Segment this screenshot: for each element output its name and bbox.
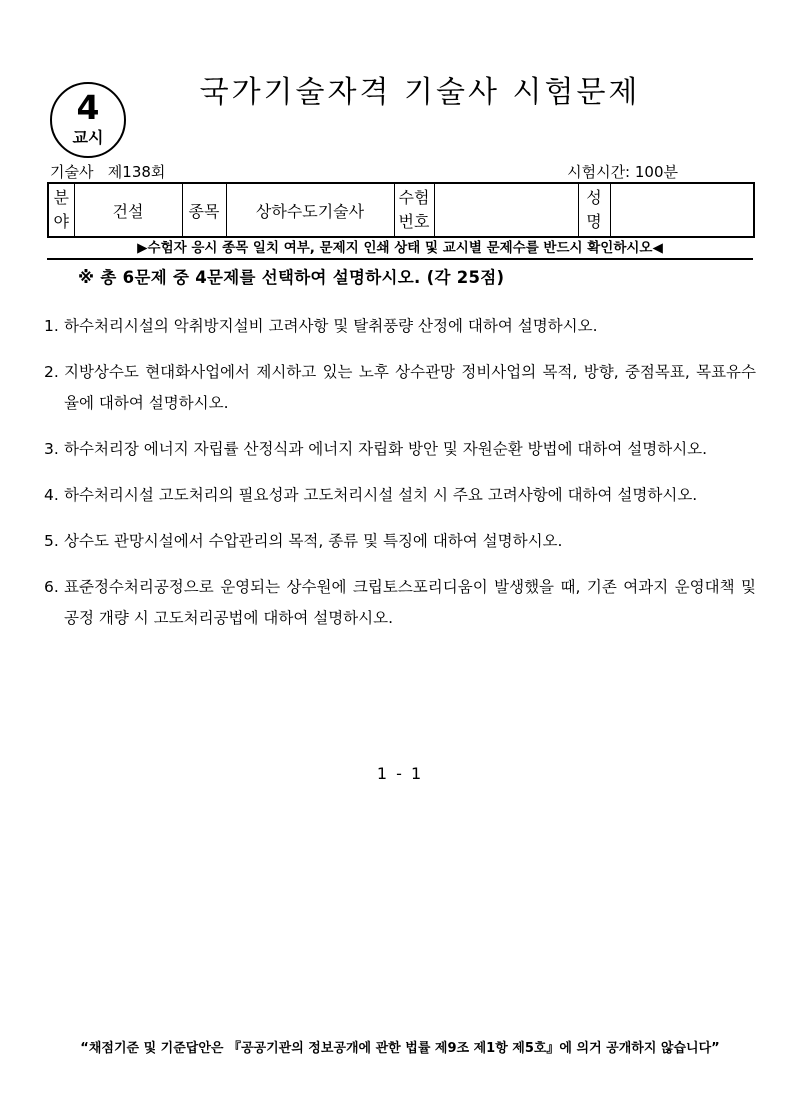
question-item — [44, 526, 756, 557]
question-number: 3. — [44, 440, 59, 458]
question-item — [44, 480, 756, 511]
category-label: 종목 — [182, 183, 226, 237]
period-number: 4 — [76, 88, 100, 127]
question-text: 상수도 관망시설에서 수압관리의 목적, 종류 및 특징에 대하여 설명하시오. — [64, 532, 563, 550]
question-text: 표준정수처리공정으로 운영되는 상수원에 크립토스포리디움이 발생했을 때, 기존 여과지 운영대책 및 공정 개량 시 고도처리공법에 대하여 설명하시오. — [64, 578, 756, 627]
question-number: 1. — [44, 317, 59, 335]
exam-number-field[interactable] — [434, 183, 578, 237]
disclosure-footer: “채점기준 및 기준답안은 『공공기관의 정보공개에 관한 법률 제9조 제1항 제5호』에 의거 공개하지 않습니다” — [80, 1041, 720, 1056]
question-number: 6. — [44, 578, 59, 596]
question-number: 4. — [44, 486, 59, 504]
question-item — [44, 357, 756, 419]
exam-type: 기술사 — [50, 163, 94, 181]
exam-type-round — [50, 162, 165, 182]
page-number: 1 - 1 — [376, 764, 424, 783]
question-item — [44, 572, 756, 634]
question-item — [44, 434, 756, 465]
period-badge — [50, 82, 126, 158]
category-value: 상하수도기술사 — [226, 183, 394, 237]
question-item — [44, 311, 756, 342]
question-number: 5. — [44, 532, 59, 550]
exam-number-label: 수험 번호 — [394, 183, 434, 237]
name-field[interactable] — [610, 183, 754, 237]
question-text: 지방상수도 현대화사업에서 제시하고 있는 노후 상수관망 정비사업의 목적, 방향, 중점목표, 목표유수율에 대하여 설명하시오. — [64, 363, 756, 412]
exam-time: 시험시간: 100분 — [567, 163, 678, 181]
question-number: 2. — [44, 363, 59, 381]
page-title: 국가기술자격 기술사 시험문제 — [199, 75, 641, 110]
instruction: ※ 총 6문제 중 4문제를 선택하여 설명하시오. (각 25점) — [78, 268, 505, 287]
field-label: 분 야 — [48, 183, 74, 237]
name-label: 성 명 — [578, 183, 610, 237]
question-list — [44, 311, 756, 649]
question-text: 하수처리시설의 악취방지설비 고려사항 및 탈취풍량 산정에 대하여 설명하시오. — [64, 317, 598, 335]
exam-round: 제138회 — [107, 163, 166, 181]
question-text: 하수처리장 에너지 자립률 산정식과 에너지 자립화 방안 및 자원순환 방법에 대하여 설명하시오. — [64, 440, 708, 458]
notice-line: ▶수험자 응시 종목 일치 여부, 문제지 인쇄 상태 및 교시별 문제수를 반드시 확인하시오◀ — [47, 239, 753, 260]
question-text: 하수처리시설 고도처리의 필요성과 고도처리시설 설치 시 주요 고려사항에 대하여 설명하시오. — [64, 486, 698, 504]
field-value: 건설 — [74, 183, 182, 237]
period-label: 교시 — [72, 128, 104, 147]
exam-info-table — [47, 182, 755, 238]
